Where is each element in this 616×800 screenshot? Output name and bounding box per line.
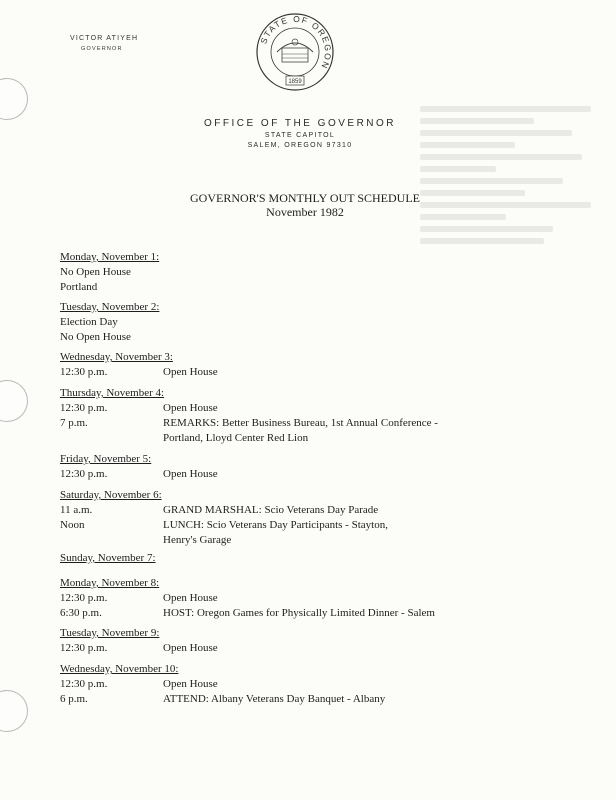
entry-time: 11 a.m.	[60, 504, 93, 516]
entry-text: Portland, Lloyd Center Red Lion	[163, 432, 309, 444]
entry-text: HOST: Oregon Games for Physically Limited Dinner - Salem	[163, 607, 435, 619]
entry-text: Open House	[163, 468, 218, 480]
entry-text: REMARKS: Better Business Bureau, 1st Annual Conference -	[163, 417, 438, 429]
schedule-entry	[60, 431, 540, 446]
schedule-entry	[60, 692, 540, 707]
schedule-entry	[60, 330, 540, 345]
entry-text: Portland	[60, 281, 98, 293]
governor-name: VICTOR ATIYEH	[70, 35, 139, 42]
binder-hole-middle	[0, 380, 28, 422]
schedule-entry	[60, 518, 540, 533]
schedule-entry	[60, 365, 540, 380]
day-block-nov-2	[60, 300, 540, 345]
entry-time	[60, 533, 163, 548]
entry-time: 7 p.m.	[60, 417, 88, 429]
schedule-entry	[60, 467, 540, 482]
entry-time: 6 p.m.	[60, 693, 88, 705]
schedule-entry	[60, 641, 540, 656]
day-block-nov-7	[60, 551, 540, 566]
office-name: OFFICE OF THE GOVERNOR	[203, 118, 397, 129]
entry-time: 12:30 p.m.	[60, 468, 108, 480]
entry-text: GRAND MARSHAL: Scio Veterans Day Parade	[163, 504, 379, 516]
svg-text:STATE OF OREGON	[258, 14, 333, 71]
schedule-entry	[60, 416, 540, 431]
day-title: Saturday, November 6:	[60, 489, 162, 501]
entry-time: 6:30 p.m.	[60, 607, 102, 619]
schedule-entry	[60, 503, 540, 518]
day-block-nov-5	[60, 452, 540, 482]
day-title: Tuesday, November 9:	[60, 627, 160, 639]
seal-year: 1859	[288, 79, 302, 85]
schedule-entry	[60, 401, 540, 416]
schedule-entry	[60, 280, 540, 295]
day-block-nov-3	[60, 350, 540, 380]
schedule-entry	[60, 606, 540, 621]
schedule-entry	[60, 677, 540, 692]
day-title: Monday, November 1:	[60, 251, 160, 263]
entry-time: 12:30 p.m.	[60, 678, 108, 690]
document-subtitle: November 1982	[266, 205, 344, 219]
entry-text: Open House	[163, 366, 218, 378]
entry-time: 12:30 p.m.	[60, 642, 108, 654]
day-block-nov-8	[60, 576, 540, 621]
entry-text: No Open House	[60, 266, 131, 278]
day-block-nov-6	[60, 488, 540, 548]
entry-time: 12:30 p.m.	[60, 366, 108, 378]
governor-title: GOVERNOR	[81, 46, 123, 52]
binder-hole-top	[0, 78, 28, 120]
entry-text: Election Day	[60, 316, 118, 328]
day-title: Tuesday, November 2:	[60, 301, 160, 313]
entry-text: ATTEND: Albany Veterans Day Banquet - Albany	[163, 693, 386, 705]
schedule-entry	[60, 315, 540, 330]
entry-text: Open House	[163, 592, 218, 604]
entry-time: 12:30 p.m.	[60, 592, 108, 604]
day-title: Sunday, November 7:	[60, 552, 156, 564]
day-block-nov-1	[60, 250, 540, 295]
entry-text: LUNCH: Scio Veterans Day Participants - Stayton,	[163, 519, 388, 531]
document-title: GOVERNOR'S MONTHLY OUT SCHEDULE	[190, 191, 420, 205]
oregon-state-seal	[255, 12, 335, 92]
day-block-nov-4	[60, 386, 540, 446]
entry-time: 12:30 p.m.	[60, 402, 108, 414]
day-title: Thursday, November 4:	[60, 387, 165, 399]
office-building: STATE CAPITOL	[264, 132, 336, 139]
entry-time	[60, 431, 163, 446]
day-title: Monday, November 8:	[60, 577, 160, 589]
seal-ring-text: STATE OF OREGON	[258, 13, 334, 72]
schedule-entry	[60, 265, 540, 280]
entry-text: No Open House	[60, 331, 131, 343]
entry-text: Open House	[163, 678, 218, 690]
entry-text: Henry's Garage	[163, 534, 232, 546]
schedule-entry	[60, 591, 540, 606]
day-title: Friday, November 5:	[60, 453, 152, 465]
day-block-nov-9	[60, 626, 540, 656]
office-address: SALEM, OREGON 97310	[247, 142, 353, 149]
day-block-nov-10	[60, 662, 540, 707]
schedule-entry	[60, 533, 540, 548]
day-title: Wednesday, November 10:	[60, 663, 179, 675]
day-title: Wednesday, November 3:	[60, 351, 173, 363]
entry-text: Open House	[163, 402, 218, 414]
entry-text: Open House	[163, 642, 218, 654]
entry-time: Noon	[60, 519, 85, 531]
binder-hole-bottom	[0, 690, 28, 732]
